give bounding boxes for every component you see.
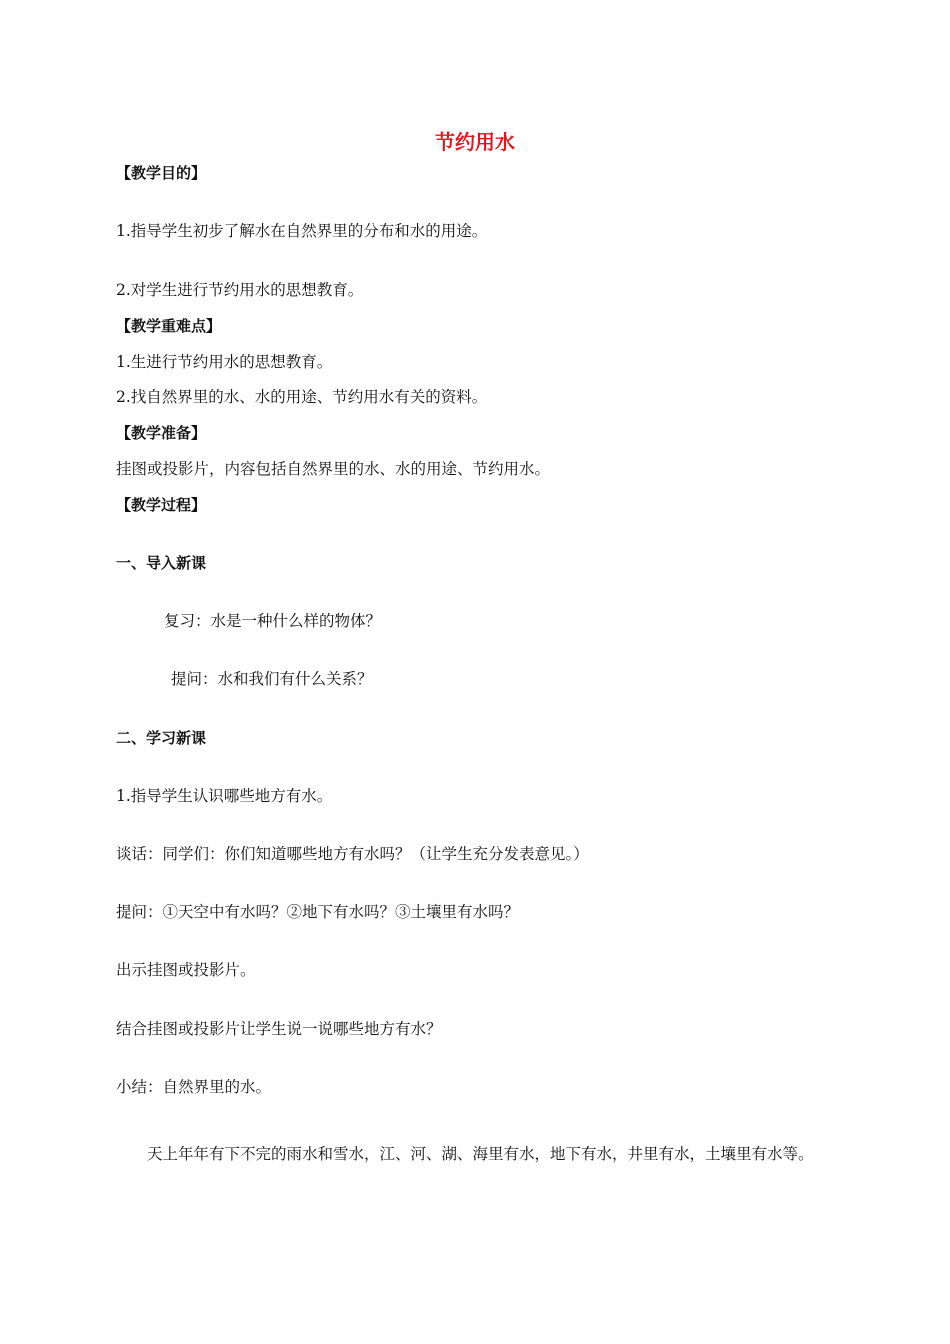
- talk-paragraph: 谈话：同学们：你们知道哪些地方有水吗？（让学生充分发表意见。）: [116, 845, 589, 863]
- relation-question: 提问：水和我们有什么关系？: [171, 670, 373, 688]
- key-points-heading: 【教学重难点】: [116, 317, 222, 335]
- objectives-heading: 【教学目的】: [116, 164, 207, 182]
- document-title: 节约用水: [435, 130, 515, 154]
- review-question: 复习：水是一种什么样的物体？: [164, 612, 382, 630]
- summary-paragraph: 小结：自然界里的水。: [116, 1078, 272, 1096]
- preparation-text: 挂图或投影片，内容包括自然界里的水、水的用途、节约用水。: [116, 460, 551, 478]
- key-point-2: 2.找自然界里的水、水的用途、节约用水有关的资料。: [116, 388, 488, 406]
- step-1: 1.指导学生认识哪些地方有水。: [116, 787, 333, 805]
- summary-detail-paragraph: 天上年年有下不完的雨水和雪水，江、河、湖、海里有水，地下有水，井里有水，土壤里有水等。: [147, 1145, 814, 1163]
- objective-1: 1.指导学生初步了解水在自然界里的分布和水的用途。: [116, 222, 488, 240]
- key-point-1: 1.生进行节约用水的思想教育。: [116, 353, 333, 371]
- show-paragraph: 出示挂图或投影片。: [116, 961, 256, 979]
- questions-paragraph: 提问：①天空中有水吗？②地下有水吗？③土壤里有水吗？: [116, 903, 520, 921]
- process-heading: 【教学过程】: [116, 496, 207, 514]
- part-2-heading: 二、学习新课: [116, 729, 207, 747]
- objective-2: 2.对学生进行节约用水的思想教育。: [116, 281, 364, 299]
- part-1-heading: 一、导入新课: [116, 554, 207, 572]
- combine-paragraph: 结合挂图或投影片让学生说一说哪些地方有水？: [116, 1020, 442, 1038]
- preparation-heading: 【教学准备】: [116, 424, 207, 442]
